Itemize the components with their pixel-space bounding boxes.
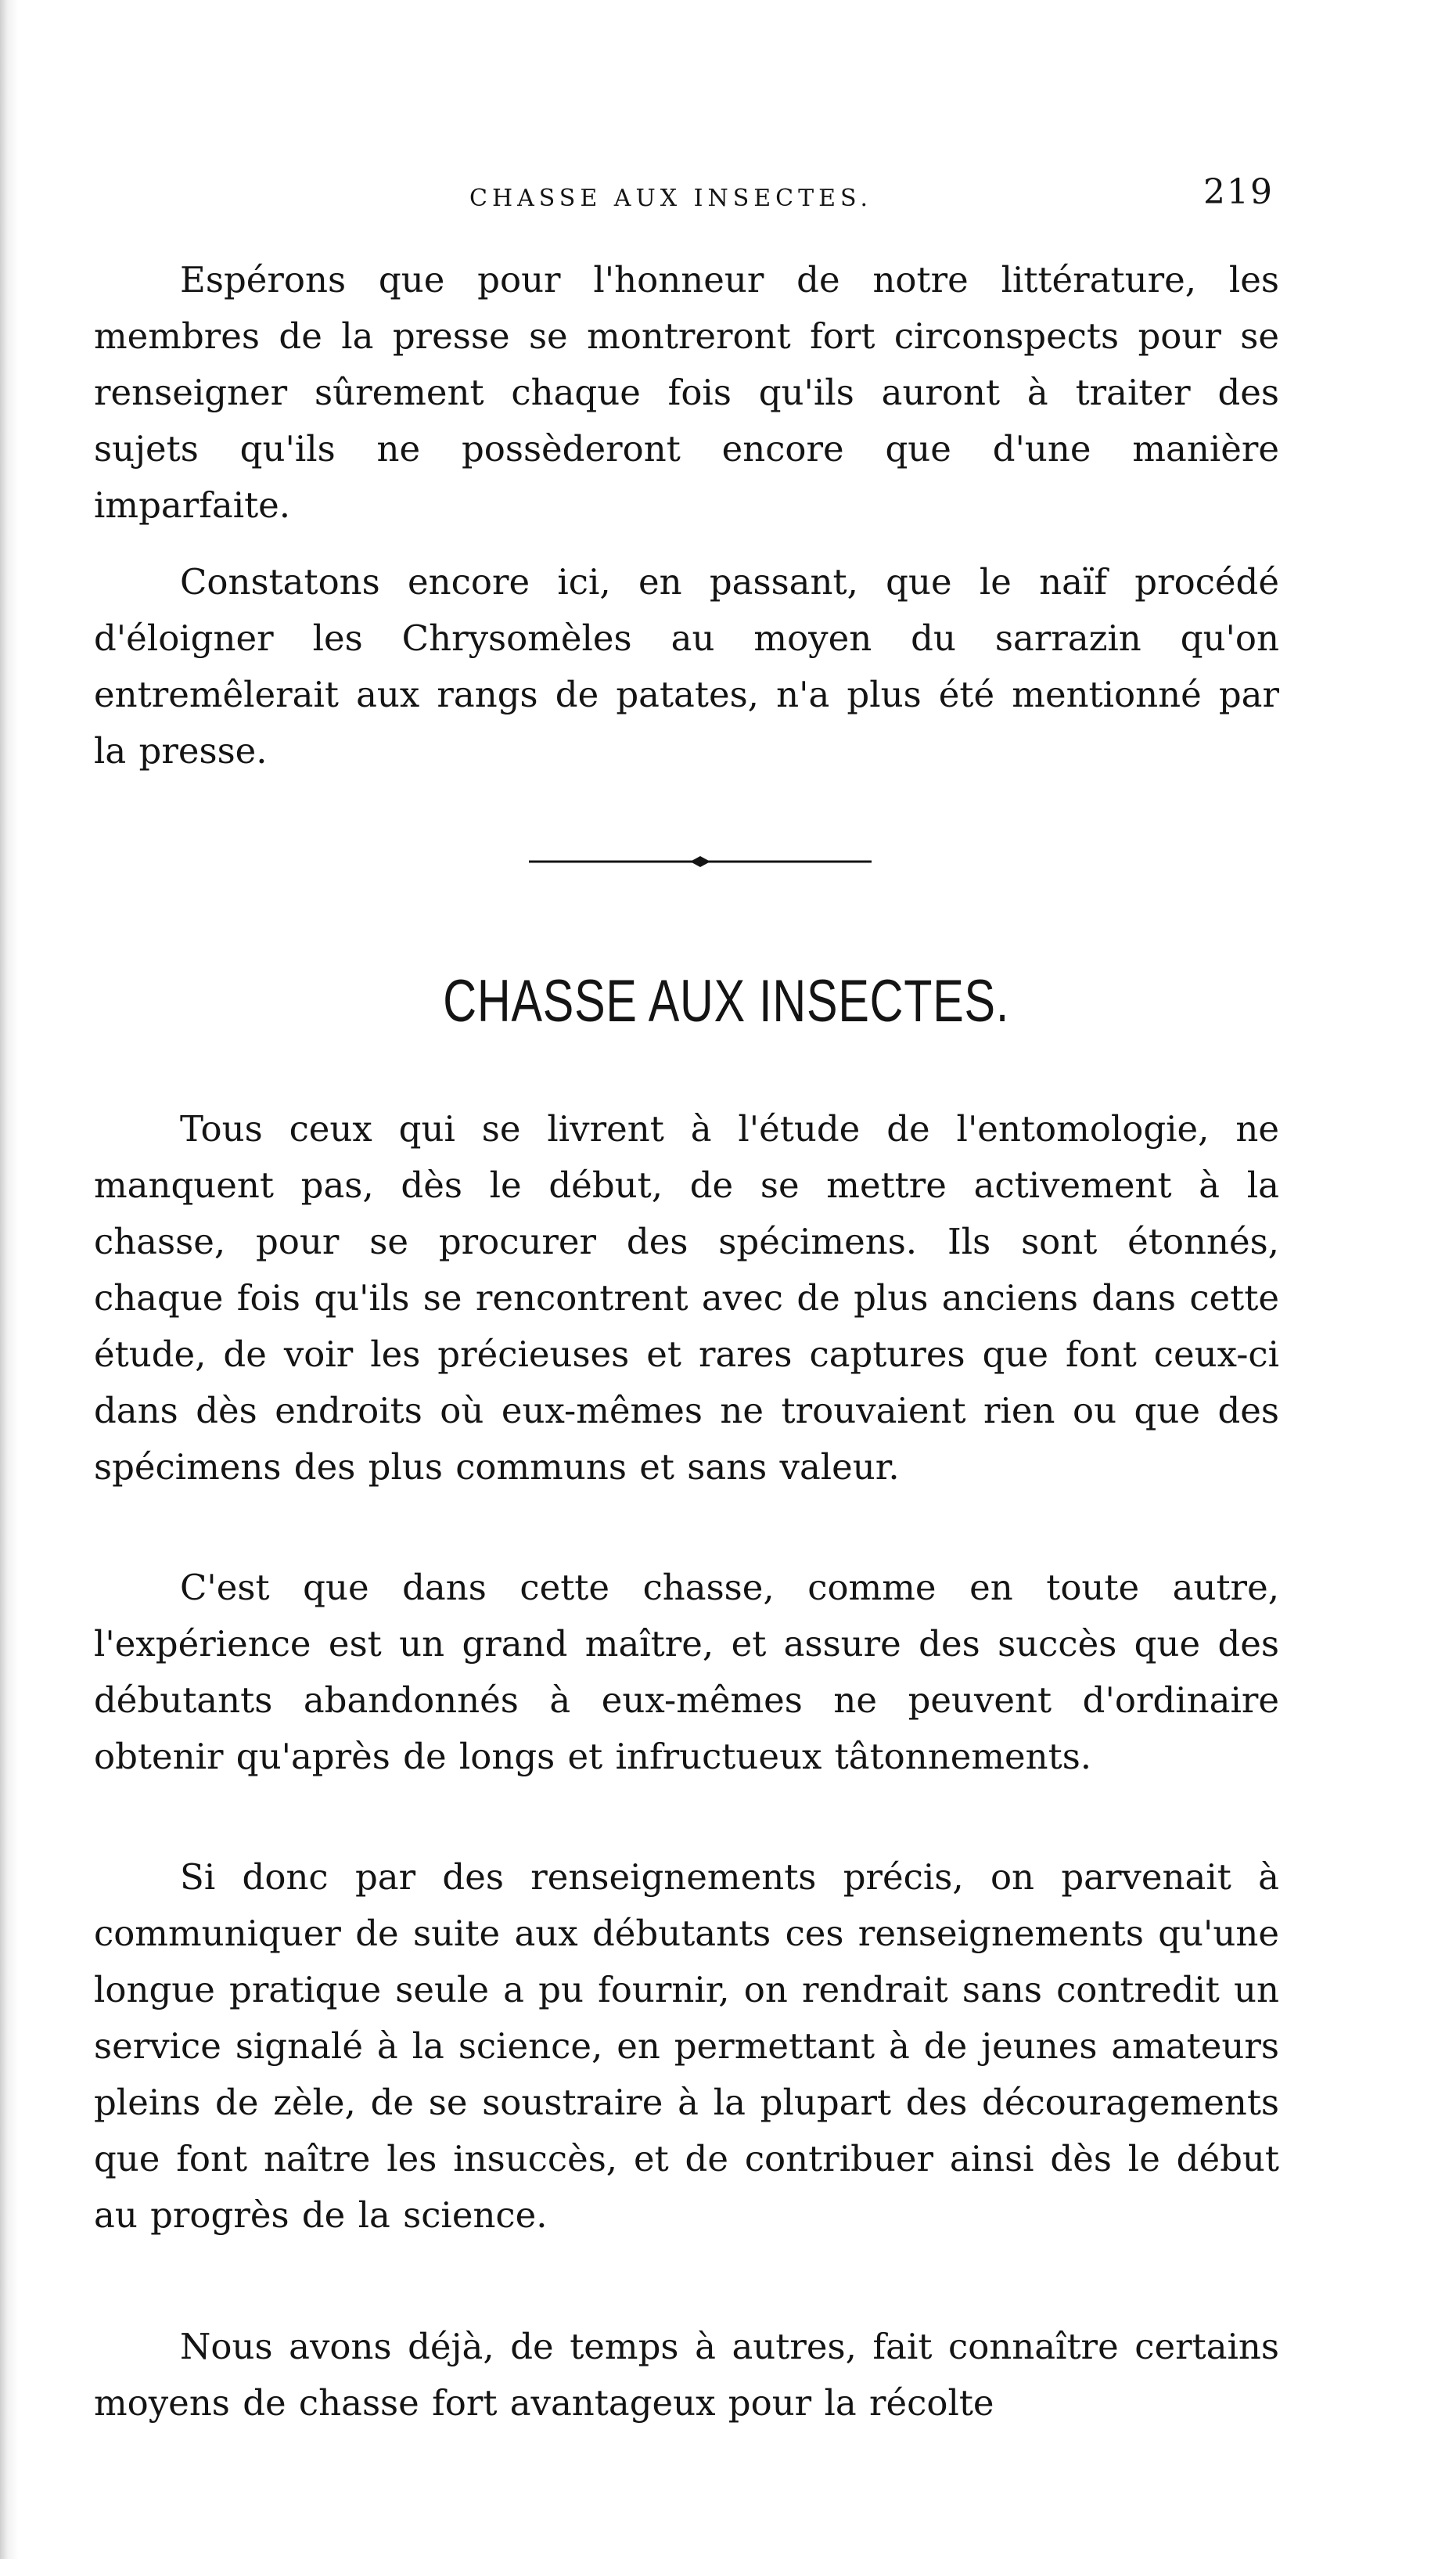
paragraph: Constatons encore ici, en passant, que le naïf procédé d'éloigner les Chrysomèles au moyen du sarrazin qu'on entremêlerait aux rangs de patates, n'a plus été mentionné par la presse. xyxy=(94,561,1279,772)
paragraph: Nous avons déjà, de temps à autres, fait connaître certains moyens de chasse fort avantageux pour la récolte xyxy=(94,2326,1279,2424)
section-divider-ornament xyxy=(524,850,876,873)
paragraph: Si donc par des renseignements précis, on parvenait à communiquer de suite aux débutants ces renseignements qu'une longue pratique seule a pu fournir, on rendrait sans contredit un service signalé à la science, en permettant à de jeunes amateurs pleins de zèle, de se soustraire à la plupart des découragements que font naître les insuccès, et de contribuer ainsi dès le début au progrès de la science. xyxy=(94,1856,1279,2236)
scan-edge-shadow xyxy=(0,0,19,2559)
chapter-title: CHASSE AUX INSECTES. xyxy=(443,968,1010,1035)
paragraph: Tous ceux qui se livrent à l'étude de l'entomologie, ne manquent pas, dès le début, de se mettre activement à la chasse, pour se procurer des spécimens. Ils sont étonnés, chaque fois qu'ils se rencontrent avec de plus anciens dans cette étude, de voir les précieuses et rares captures que font ceux-ci dans dès endroits où eux-mêmes ne trouvaient rien ou que des spécimens des plus communs et sans valeur. xyxy=(94,1108,1279,1488)
running-head: CHASSE AUX INSECTES. xyxy=(469,185,873,212)
paragraph: C'est que dans cette chasse, comme en toute autre, l'expérience est un grand maître, et assure des succès que des débutants abandonnés à eux-mêmes ne peuvent d'ordinaire obtenir qu'après de longs et infructueux tâtonnements. xyxy=(94,1567,1279,1777)
paragraph: Espérons que pour l'honneur de notre littérature, les membres de la presse se montreront fort circonspects pour se renseigner sûrement chaque fois qu'ils auront à traiter des sujets qu'ils ne possèderont encore que d'une manière imparfaite. xyxy=(94,259,1279,526)
page-number: 219 xyxy=(1203,172,1274,212)
